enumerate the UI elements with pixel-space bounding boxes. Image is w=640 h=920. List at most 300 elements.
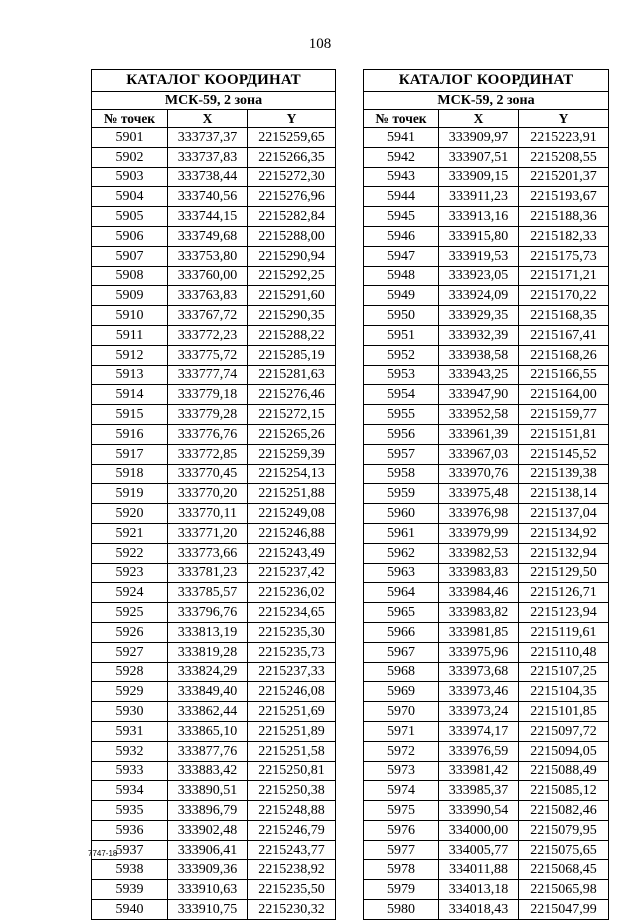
point-number-cell: 5959 (364, 484, 439, 504)
y-coordinate-cell: 2215290,94 (248, 246, 336, 266)
y-coordinate-cell: 2215075,65 (519, 840, 609, 860)
x-coordinate-cell: 333775,72 (168, 345, 248, 365)
y-coordinate-cell: 2215266,35 (248, 147, 336, 167)
y-coordinate-cell: 2215248,88 (248, 801, 336, 821)
table-row (92, 286, 336, 306)
point-number-cell: 5915 (92, 405, 168, 425)
point-number-cell: 5949 (364, 286, 439, 306)
x-coordinate-cell: 333779,28 (168, 405, 248, 425)
x-coordinate-cell: 333943,25 (439, 365, 519, 385)
footer-code: 7747-18 (88, 849, 118, 858)
table-row (364, 721, 609, 741)
x-coordinate-cell: 333772,23 (168, 325, 248, 345)
table-row (92, 464, 336, 484)
point-number-cell: 5948 (364, 266, 439, 286)
table-row (92, 781, 336, 801)
table-row (92, 761, 336, 781)
x-coordinate-cell: 333952,58 (439, 405, 519, 425)
x-coordinate-cell: 334013,18 (439, 880, 519, 900)
y-coordinate-cell: 2215282,84 (248, 207, 336, 227)
y-coordinate-cell: 2215251,69 (248, 702, 336, 722)
table-row (92, 147, 336, 167)
point-number-cell: 5929 (92, 682, 168, 702)
point-number-cell: 5947 (364, 246, 439, 266)
point-number-cell: 5953 (364, 365, 439, 385)
y-coordinate-cell: 2215110,48 (519, 642, 609, 662)
x-coordinate-cell: 333902,48 (168, 820, 248, 840)
table-row (364, 424, 609, 444)
x-coordinate-cell: 333740,56 (168, 187, 248, 207)
point-number-cell: 5914 (92, 385, 168, 405)
y-coordinate-cell: 2215238,92 (248, 860, 336, 880)
x-coordinate-cell: 333744,15 (168, 207, 248, 227)
point-number-cell: 5950 (364, 306, 439, 326)
point-number-cell: 5930 (92, 702, 168, 722)
x-coordinate-cell: 333974,17 (439, 721, 519, 741)
y-coordinate-cell: 2215170,22 (519, 286, 609, 306)
x-coordinate-cell: 333819,28 (168, 642, 248, 662)
point-number-cell: 5902 (92, 147, 168, 167)
point-number-cell: 5904 (92, 187, 168, 207)
y-coordinate-cell: 2215285,19 (248, 345, 336, 365)
x-coordinate-cell: 333896,79 (168, 801, 248, 821)
point-number-cell: 5974 (364, 781, 439, 801)
table-row (364, 128, 609, 148)
x-coordinate-cell: 333979,99 (439, 523, 519, 543)
table-row (364, 761, 609, 781)
y-coordinate-cell: 2215164,00 (519, 385, 609, 405)
x-coordinate-cell: 333906,41 (168, 840, 248, 860)
x-coordinate-cell: 333907,51 (439, 147, 519, 167)
point-number-cell: 5925 (92, 603, 168, 623)
x-coordinate-cell: 333910,75 (168, 900, 248, 920)
point-number-cell: 5918 (92, 464, 168, 484)
y-coordinate-cell: 2215047,99 (519, 900, 609, 920)
y-coordinate-cell: 2215139,38 (519, 464, 609, 484)
x-coordinate-cell: 333919,53 (439, 246, 519, 266)
x-coordinate-cell: 333772,85 (168, 444, 248, 464)
point-number-cell: 5970 (364, 702, 439, 722)
table-row (92, 543, 336, 563)
x-coordinate-cell: 333932,39 (439, 325, 519, 345)
x-coordinate-cell: 333975,48 (439, 484, 519, 504)
x-header: X (439, 110, 519, 128)
point-number-cell: 5973 (364, 761, 439, 781)
point-number-cell: 5957 (364, 444, 439, 464)
point-number-cell: 5938 (92, 860, 168, 880)
point-number-header: № точек (364, 110, 439, 128)
point-number-cell: 5969 (364, 682, 439, 702)
point-number-cell: 5942 (364, 147, 439, 167)
point-number-cell: 5927 (92, 642, 168, 662)
table-row (364, 147, 609, 167)
y-coordinate-cell: 2215175,73 (519, 246, 609, 266)
point-number-cell: 5923 (92, 563, 168, 583)
point-number-cell: 5911 (92, 325, 168, 345)
x-coordinate-cell: 333929,35 (439, 306, 519, 326)
table-row (92, 306, 336, 326)
y-coordinate-cell: 2215259,65 (248, 128, 336, 148)
point-number-cell: 5931 (92, 721, 168, 741)
x-coordinate-cell: 333770,20 (168, 484, 248, 504)
coordinate-system-row (92, 92, 336, 110)
y-coordinate-cell: 2215208,55 (519, 147, 609, 167)
point-number-cell: 5963 (364, 563, 439, 583)
y-coordinate-cell: 2215250,38 (248, 781, 336, 801)
y-coordinate-cell: 2215237,42 (248, 563, 336, 583)
y-coordinate-cell: 2215082,46 (519, 801, 609, 821)
table-row (364, 345, 609, 365)
table-row (92, 860, 336, 880)
point-number-cell: 5980 (364, 900, 439, 920)
point-number-cell: 5903 (92, 167, 168, 187)
table-row (92, 365, 336, 385)
y-coordinate-cell: 2215251,88 (248, 484, 336, 504)
table-row (92, 246, 336, 266)
table-row (92, 207, 336, 227)
table-row (92, 702, 336, 722)
y-coordinate-cell: 2215137,04 (519, 504, 609, 524)
y-coordinate-cell: 2215265,26 (248, 424, 336, 444)
y-coordinate-cell: 2215138,14 (519, 484, 609, 504)
y-coordinate-cell: 2215182,33 (519, 226, 609, 246)
table-row (364, 583, 609, 603)
y-coordinate-cell: 2215134,92 (519, 523, 609, 543)
point-number-cell: 5940 (92, 900, 168, 920)
x-coordinate-cell: 333890,51 (168, 781, 248, 801)
point-number-cell: 5934 (92, 781, 168, 801)
table-row (364, 563, 609, 583)
table-row (364, 880, 609, 900)
y-coordinate-cell: 2215259,39 (248, 444, 336, 464)
y-coordinate-cell: 2215171,21 (519, 266, 609, 286)
x-coordinate-cell: 333923,05 (439, 266, 519, 286)
x-coordinate-cell: 333883,42 (168, 761, 248, 781)
y-coordinate-cell: 2215223,91 (519, 128, 609, 148)
table-row (364, 820, 609, 840)
x-coordinate-cell: 333973,68 (439, 662, 519, 682)
table-row (364, 504, 609, 524)
table-row (92, 484, 336, 504)
y-coordinate-cell: 2215243,77 (248, 840, 336, 860)
y-coordinate-cell: 2215188,36 (519, 207, 609, 227)
table-row (92, 741, 336, 761)
table-row (92, 682, 336, 702)
point-number-cell: 5905 (92, 207, 168, 227)
y-coordinate-cell: 2215145,52 (519, 444, 609, 464)
point-number-cell: 5964 (364, 583, 439, 603)
x-coordinate-cell: 333915,80 (439, 226, 519, 246)
table-row (92, 226, 336, 246)
y-coordinate-cell: 2215079,95 (519, 820, 609, 840)
point-number-cell: 5971 (364, 721, 439, 741)
coordinate-catalog-table-left (91, 69, 336, 920)
y-coordinate-cell: 2215123,94 (519, 603, 609, 623)
column-header-row (364, 110, 609, 128)
table-row (364, 385, 609, 405)
x-coordinate-cell: 334000,00 (439, 820, 519, 840)
table-row (92, 801, 336, 821)
y-coordinate-cell: 2215272,30 (248, 167, 336, 187)
x-coordinate-cell: 333773,66 (168, 543, 248, 563)
y-coordinate-cell: 2215276,46 (248, 385, 336, 405)
y-coordinate-cell: 2215151,81 (519, 424, 609, 444)
x-coordinate-cell: 333924,09 (439, 286, 519, 306)
catalog-title-row (364, 70, 609, 92)
table-row (92, 840, 336, 860)
y-coordinate-cell: 2215126,71 (519, 583, 609, 603)
table-row (364, 444, 609, 464)
point-number-cell: 5972 (364, 741, 439, 761)
table-row (364, 207, 609, 227)
point-number-cell: 5920 (92, 504, 168, 524)
point-number-cell: 5967 (364, 642, 439, 662)
table-row (92, 523, 336, 543)
y-coordinate-cell: 2215251,89 (248, 721, 336, 741)
x-coordinate-cell: 333961,39 (439, 424, 519, 444)
table-row (364, 900, 609, 920)
y-coordinate-cell: 2215292,25 (248, 266, 336, 286)
y-coordinate-cell: 2215104,35 (519, 682, 609, 702)
y-coordinate-cell: 2215201,37 (519, 167, 609, 187)
y-coordinate-cell: 2215236,02 (248, 583, 336, 603)
point-number-cell: 5975 (364, 801, 439, 821)
x-coordinate-cell: 333910,63 (168, 880, 248, 900)
point-number-cell: 5956 (364, 424, 439, 444)
y-coordinate-cell: 2215246,79 (248, 820, 336, 840)
table-row (364, 167, 609, 187)
x-coordinate-cell: 333976,59 (439, 741, 519, 761)
x-coordinate-cell: 333760,00 (168, 266, 248, 286)
y-coordinate-cell: 2215065,98 (519, 880, 609, 900)
x-coordinate-cell: 333796,76 (168, 603, 248, 623)
point-number-header: № точек (92, 110, 168, 128)
point-number-cell: 5922 (92, 543, 168, 563)
point-number-cell: 5951 (364, 325, 439, 345)
page-number: 108 (308, 36, 332, 52)
table-row (364, 702, 609, 722)
table-row (92, 642, 336, 662)
table-row (92, 405, 336, 425)
point-number-cell: 5966 (364, 622, 439, 642)
x-coordinate-cell: 333865,10 (168, 721, 248, 741)
point-number-cell: 5946 (364, 226, 439, 246)
x-coordinate-cell: 333967,03 (439, 444, 519, 464)
x-coordinate-cell: 333970,76 (439, 464, 519, 484)
x-coordinate-cell: 333877,76 (168, 741, 248, 761)
x-coordinate-cell: 333779,18 (168, 385, 248, 405)
y-coordinate-cell: 2215235,50 (248, 880, 336, 900)
table-row (364, 246, 609, 266)
y-coordinate-cell: 2215281,63 (248, 365, 336, 385)
point-number-cell: 5901 (92, 128, 168, 148)
table-row (364, 523, 609, 543)
table-row (92, 345, 336, 365)
x-coordinate-cell: 333975,96 (439, 642, 519, 662)
x-coordinate-cell: 333976,98 (439, 504, 519, 524)
point-number-cell: 5943 (364, 167, 439, 187)
table-row (364, 187, 609, 207)
table-row (92, 583, 336, 603)
table-row (364, 405, 609, 425)
y-coordinate-cell: 2215291,60 (248, 286, 336, 306)
y-coordinate-cell: 2215235,73 (248, 642, 336, 662)
x-coordinate-cell: 333911,23 (439, 187, 519, 207)
table-row (92, 504, 336, 524)
point-number-cell: 5952 (364, 345, 439, 365)
x-header: X (168, 110, 248, 128)
y-coordinate-cell: 2215243,49 (248, 543, 336, 563)
point-number-cell: 5926 (92, 622, 168, 642)
point-number-cell: 5945 (364, 207, 439, 227)
y-coordinate-cell: 2215246,88 (248, 523, 336, 543)
point-number-cell: 5906 (92, 226, 168, 246)
x-coordinate-cell: 333738,44 (168, 167, 248, 187)
y-coordinate-cell: 2215168,35 (519, 306, 609, 326)
table-row (364, 682, 609, 702)
point-number-cell: 5941 (364, 128, 439, 148)
table-row (92, 444, 336, 464)
coordinate-system-label: МСК-59, 2 зона (92, 92, 336, 110)
x-coordinate-cell: 333770,11 (168, 504, 248, 524)
x-coordinate-cell: 333862,44 (168, 702, 248, 722)
x-coordinate-cell: 333785,57 (168, 583, 248, 603)
x-coordinate-cell: 333749,68 (168, 226, 248, 246)
y-coordinate-cell: 2215088,49 (519, 761, 609, 781)
table-row (92, 563, 336, 583)
point-number-cell: 5939 (92, 880, 168, 900)
y-coordinate-cell: 2215234,65 (248, 603, 336, 623)
point-number-cell: 5909 (92, 286, 168, 306)
point-number-cell: 5977 (364, 840, 439, 860)
table-row (92, 385, 336, 405)
y-coordinate-cell: 2215254,13 (248, 464, 336, 484)
point-number-cell: 5924 (92, 583, 168, 603)
y-header: Y (248, 110, 336, 128)
table-row (364, 781, 609, 801)
x-coordinate-cell: 333909,36 (168, 860, 248, 880)
table-row (364, 543, 609, 563)
x-coordinate-cell: 333767,72 (168, 306, 248, 326)
point-number-cell: 5962 (364, 543, 439, 563)
x-coordinate-cell: 333947,90 (439, 385, 519, 405)
y-coordinate-cell: 2215251,58 (248, 741, 336, 761)
x-coordinate-cell: 333973,24 (439, 702, 519, 722)
y-coordinate-cell: 2215276,96 (248, 187, 336, 207)
point-number-cell: 5954 (364, 385, 439, 405)
y-coordinate-cell: 2215288,00 (248, 226, 336, 246)
table-row (92, 622, 336, 642)
x-coordinate-cell: 333777,74 (168, 365, 248, 385)
point-number-cell: 5908 (92, 266, 168, 286)
x-coordinate-cell: 333990,54 (439, 801, 519, 821)
x-coordinate-cell: 333753,80 (168, 246, 248, 266)
table-row (92, 603, 336, 623)
table-row (364, 266, 609, 286)
table-row (364, 484, 609, 504)
coordinate-system-row (364, 92, 609, 110)
point-number-cell: 5916 (92, 424, 168, 444)
y-coordinate-cell: 2215193,67 (519, 187, 609, 207)
x-coordinate-cell: 333981,85 (439, 622, 519, 642)
x-coordinate-cell: 333737,83 (168, 147, 248, 167)
table-row (92, 128, 336, 148)
table-row (364, 622, 609, 642)
y-coordinate-cell: 2215132,94 (519, 543, 609, 563)
table-row (92, 721, 336, 741)
table-row (92, 900, 336, 920)
point-number-cell: 5937 (92, 840, 168, 860)
x-coordinate-cell: 334005,77 (439, 840, 519, 860)
y-coordinate-cell: 2215237,33 (248, 662, 336, 682)
y-coordinate-cell: 2215250,81 (248, 761, 336, 781)
point-number-cell: 5935 (92, 801, 168, 821)
x-coordinate-cell: 333982,53 (439, 543, 519, 563)
point-number-cell: 5917 (92, 444, 168, 464)
table-row (92, 662, 336, 682)
x-coordinate-cell: 333909,15 (439, 167, 519, 187)
y-coordinate-cell: 2215094,05 (519, 741, 609, 761)
table-row (364, 741, 609, 761)
table-row (92, 187, 336, 207)
x-coordinate-cell: 333983,83 (439, 563, 519, 583)
table-row (364, 306, 609, 326)
x-coordinate-cell: 333913,16 (439, 207, 519, 227)
x-coordinate-cell: 333771,20 (168, 523, 248, 543)
x-coordinate-cell: 334011,88 (439, 860, 519, 880)
coordinate-system-label: МСК-59, 2 зона (364, 92, 609, 110)
y-coordinate-cell: 2215107,25 (519, 662, 609, 682)
y-coordinate-cell: 2215290,35 (248, 306, 336, 326)
table-row (92, 880, 336, 900)
point-number-cell: 5968 (364, 662, 439, 682)
y-coordinate-cell: 2215167,41 (519, 325, 609, 345)
table-row (92, 820, 336, 840)
point-number-cell: 5965 (364, 603, 439, 623)
y-coordinate-cell: 2215246,08 (248, 682, 336, 702)
y-coordinate-cell: 2215168,26 (519, 345, 609, 365)
point-number-cell: 5978 (364, 860, 439, 880)
x-coordinate-cell: 333849,40 (168, 682, 248, 702)
point-number-cell: 5955 (364, 405, 439, 425)
point-number-cell: 5936 (92, 820, 168, 840)
x-coordinate-cell: 333909,97 (439, 128, 519, 148)
x-coordinate-cell: 333981,42 (439, 761, 519, 781)
y-coordinate-cell: 2215166,55 (519, 365, 609, 385)
point-number-cell: 5910 (92, 306, 168, 326)
y-coordinate-cell: 2215159,77 (519, 405, 609, 425)
y-coordinate-cell: 2215249,08 (248, 504, 336, 524)
x-coordinate-cell: 333973,46 (439, 682, 519, 702)
table-row (92, 266, 336, 286)
y-coordinate-cell: 2215272,15 (248, 405, 336, 425)
point-number-cell: 5979 (364, 880, 439, 900)
x-coordinate-cell: 333938,58 (439, 345, 519, 365)
y-coordinate-cell: 2215230,32 (248, 900, 336, 920)
table-row (364, 325, 609, 345)
x-coordinate-cell: 333776,76 (168, 424, 248, 444)
x-coordinate-cell: 333770,45 (168, 464, 248, 484)
y-coordinate-cell: 2215085,12 (519, 781, 609, 801)
table-row (364, 286, 609, 306)
y-coordinate-cell: 2215288,22 (248, 325, 336, 345)
x-coordinate-cell: 333737,37 (168, 128, 248, 148)
y-coordinate-cell: 2215101,85 (519, 702, 609, 722)
x-coordinate-cell: 333983,82 (439, 603, 519, 623)
column-header-row (92, 110, 336, 128)
table-row (92, 167, 336, 187)
y-header: Y (519, 110, 609, 128)
